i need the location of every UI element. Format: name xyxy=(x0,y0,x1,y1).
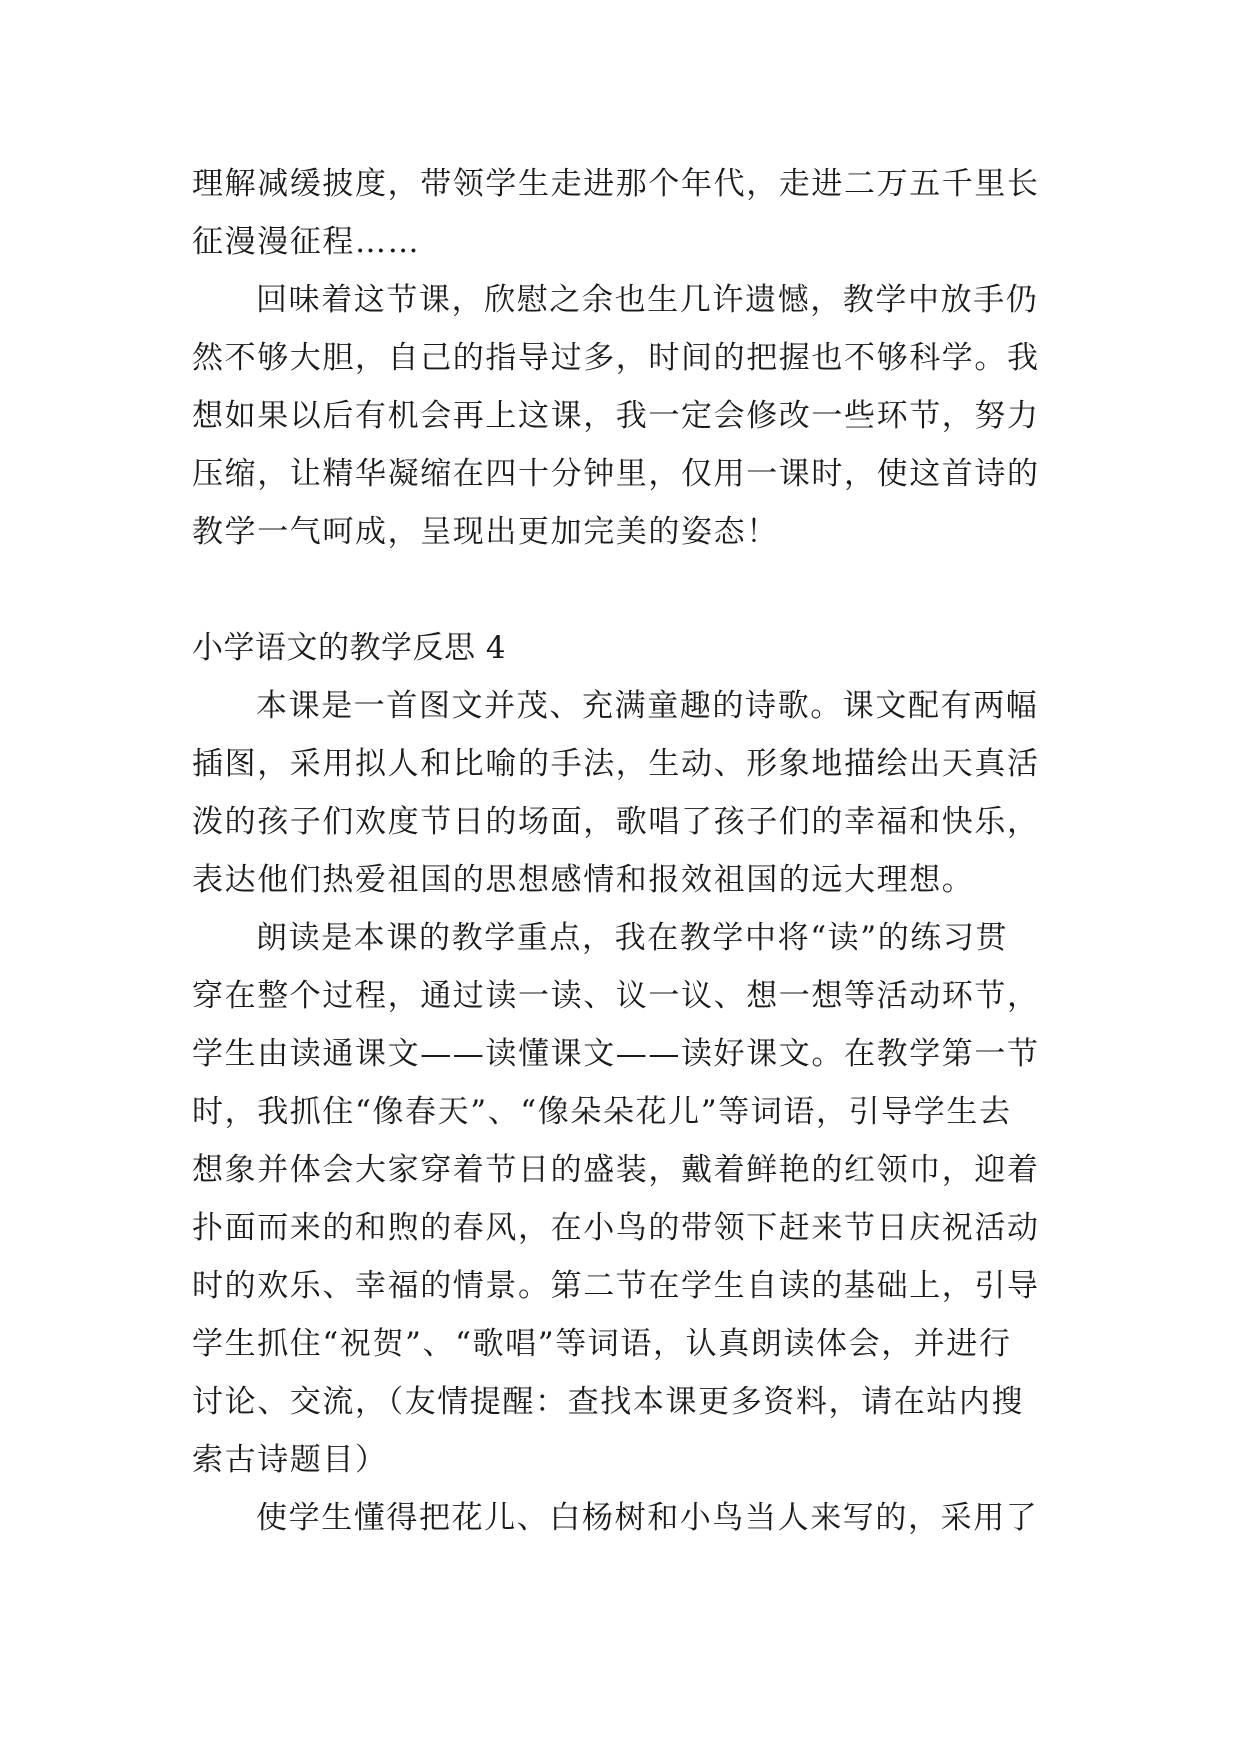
section-heading: 小学语文的教学反思 4 xyxy=(192,630,507,666)
text-line: 插图，采用拟人和比喻的手法，生动、形象地描绘出天真活 xyxy=(192,746,1040,782)
text-line: 使学生懂得把花儿、白杨树和小鸟当人来写的，采用了 xyxy=(256,1500,1039,1536)
text-line: 压缩，让精华凝缩在四十分钟里，仅用一课时，使这首诗的 xyxy=(192,456,1040,492)
text-line: 教学一气呵成，呈现出更加完美的姿态！ xyxy=(192,514,779,550)
text-line: 表达他们热爱祖国的思想感情和报效祖国的远大理想。 xyxy=(192,862,975,898)
text-line: 时，我抓住“像春天”、“像朵朵花儿”等词语，引导学生去 xyxy=(192,1094,1012,1130)
text-line: 想象并体会大家穿着节日的盛装，戴着鲜艳的红领巾，迎着 xyxy=(192,1152,1040,1188)
text-line: 讨论、交流，（友情提醒：查找本课更多资料，请在站内搜 xyxy=(192,1384,1025,1420)
text-line: 然不够大胆，自己的指导过多，时间的把握也不够科学。我 xyxy=(192,340,1040,376)
text-line: 朗读是本课的教学重点，我在教学中将“读”的练习贯 xyxy=(256,920,1009,956)
text-line: 泼的孩子们欢度节日的场面，歌唱了孩子们的幸福和快乐， xyxy=(192,804,1040,840)
text-line: 学生抓住“祝贺”、“歌唱”等词语，认真朗读体会，并进行 xyxy=(192,1326,1012,1362)
text-line: 回味着这节课，欣慰之余也生几许遗憾，教学中放手仍 xyxy=(256,282,1039,318)
text-line: 时的欢乐、幸福的情景。第二节在学生自读的基础上，引导 xyxy=(192,1268,1040,1304)
text-line: 扑面而来的和煦的春风，在小鸟的带领下赶来节日庆祝活动 xyxy=(192,1210,1040,1246)
text-line: 本课是一首图文并茂、充满童趣的诗歌。课文配有两幅 xyxy=(256,688,1039,724)
text-line: 索古诗题目） xyxy=(192,1442,388,1478)
text-line: 理解减缓披度，带领学生走进那个年代，走进二万五千里长 xyxy=(192,166,1040,202)
text-line: 穿在整个过程，通过读一读、议一议、想一想等活动环节， xyxy=(192,978,1040,1014)
text-line: 想如果以后有机会再上这课，我一定会修改一些环节，努力 xyxy=(192,398,1040,434)
text-line: 学生由读通课文——读懂课文——读好课文。在教学第一节 xyxy=(192,1036,1040,1072)
text-line: 征漫漫征程…… xyxy=(192,224,421,260)
